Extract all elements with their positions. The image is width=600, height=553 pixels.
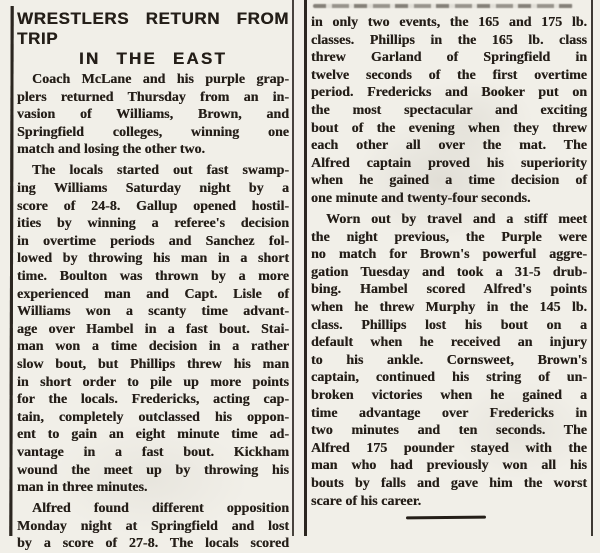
text-line: The locals started out fast swamp- bbox=[32, 163, 289, 179]
text-line: threw Garland of Springfield in bbox=[311, 50, 587, 66]
text-line: Alfred found different opposition bbox=[32, 501, 289, 517]
headline-line: IN THE EAST bbox=[79, 49, 227, 68]
text-line: class. Phillips lost his bout on a bbox=[311, 317, 587, 333]
article-column-right bbox=[311, 2, 587, 519]
text-line: ent to gain an eight minute time ad- bbox=[17, 427, 289, 443]
text-line: classes. Phillips in the 165 lb. class bbox=[311, 32, 587, 48]
text-line: Williams won a scanty time advant- bbox=[17, 304, 289, 320]
text-line: wound the meet up by throwing his bbox=[17, 462, 289, 478]
text-line: in overtime periods and Sanchez fol- bbox=[17, 233, 289, 249]
text-line: the most spectacular and exciting bbox=[311, 102, 587, 118]
text-line: no match for Brown's powerful aggre- bbox=[311, 247, 587, 263]
text-line: time. Boulton was thrown by a more bbox=[17, 269, 289, 285]
article-paragraph bbox=[311, 211, 587, 510]
text-line: by a score of 27-8. The locals scored bbox=[17, 536, 289, 552]
text-line: to his ankle. Cornsweet, Brown's bbox=[311, 352, 587, 368]
text-line: scare of his career. bbox=[311, 493, 422, 509]
text-line: man won a time decision in a rather bbox=[17, 339, 289, 355]
text-line: default when he received an injury bbox=[311, 335, 587, 351]
text-line: man in three minutes. bbox=[17, 480, 148, 496]
text-line: score of 24-8. Gallup opened hostil- bbox=[17, 198, 289, 214]
text-line: vasion of Williams, Brown, and bbox=[17, 107, 289, 123]
text-line: each other all over the mat. The bbox=[311, 138, 587, 154]
article-body-right bbox=[311, 14, 587, 510]
text-line: plers returned Thursday from an in- bbox=[17, 89, 289, 105]
text-line: Alfred captain proved his superiority bbox=[311, 155, 587, 171]
text-line: twelve seconds of the first overtime bbox=[311, 67, 587, 83]
text-line: two minutes and ten seconds. The bbox=[311, 423, 587, 439]
article-paragraph bbox=[17, 500, 289, 553]
text-line: ities by winning a referee's decision bbox=[17, 216, 289, 232]
article-paragraph bbox=[17, 71, 289, 159]
text-line: bouts by falls and gave him the worst bbox=[311, 475, 587, 491]
article-headline bbox=[17, 9, 289, 69]
column-rule-mid-thin bbox=[292, 0, 294, 536]
column-rule-left-outer bbox=[9, 6, 13, 536]
text-line: Monday night at Springfield and lost bbox=[17, 518, 289, 534]
article-end-rule bbox=[406, 516, 486, 520]
text-line: for the locals. Fredericks, acting cap- bbox=[17, 392, 289, 408]
text-line: when he threw Murphy in the 145 lb. bbox=[311, 300, 587, 315]
article-column-left bbox=[17, 9, 289, 553]
text-line: lowed by throwing his man in a short bbox=[17, 251, 289, 267]
column-rule-mid-thick bbox=[304, 0, 307, 536]
text-line: Springfield colleges, winning one bbox=[17, 124, 289, 140]
text-line: Worn out by travel and a stiff meet bbox=[326, 212, 587, 228]
text-line: bout of the evening when they threw bbox=[311, 120, 587, 136]
text-line: captain, continued his string of un- bbox=[311, 370, 587, 386]
text-line: man who had previously won all his bbox=[311, 458, 587, 474]
text-line: slow bout, but Phillips threw his man bbox=[17, 357, 289, 372]
text-line: time advantage over Fredericks in bbox=[311, 405, 587, 421]
text-line: ing Williams Saturday night by a bbox=[17, 181, 289, 197]
text-line: bing. Hambel scored Alfred's points bbox=[311, 282, 587, 298]
text-line: Coach McLane and his purple grap- bbox=[32, 72, 289, 87]
text-line: tain, completely outclassed his oppon- bbox=[17, 409, 289, 425]
text-line: in only two events, the 165 and 175 lb. bbox=[311, 15, 587, 30]
text-line: Alfred 175 pounder stayed with the bbox=[311, 440, 587, 456]
text-line: gation Tuesday and took a 31-5 drub- bbox=[311, 264, 587, 280]
text-line: period. Fredericks and Booker put on bbox=[311, 85, 587, 101]
article-body-left bbox=[17, 71, 289, 553]
text-line: age over Hambel in a fast bout. Stai- bbox=[17, 321, 289, 337]
clipped-line-artifact bbox=[313, 4, 573, 8]
text-line: experienced man and Capt. Lisle of bbox=[17, 286, 289, 302]
text-line: in short order to pile up more points bbox=[17, 374, 289, 390]
headline-line: WRESTLERS RETURN FROM TRIP bbox=[17, 9, 289, 48]
text-line: one minute and twenty-four seconds. bbox=[311, 190, 531, 206]
column-rule-right-outer bbox=[591, 0, 593, 536]
text-line: the night previous, the Purple were bbox=[311, 229, 587, 245]
text-line: vantage in a fast bout. Kickham bbox=[17, 444, 289, 460]
article-paragraph bbox=[17, 162, 289, 496]
text-line: when he gained a time decision of bbox=[311, 173, 587, 189]
article-paragraph bbox=[311, 14, 587, 208]
text-line: match and losing the other two. bbox=[17, 142, 205, 158]
text-line: broken victories when he gained a bbox=[311, 387, 587, 403]
